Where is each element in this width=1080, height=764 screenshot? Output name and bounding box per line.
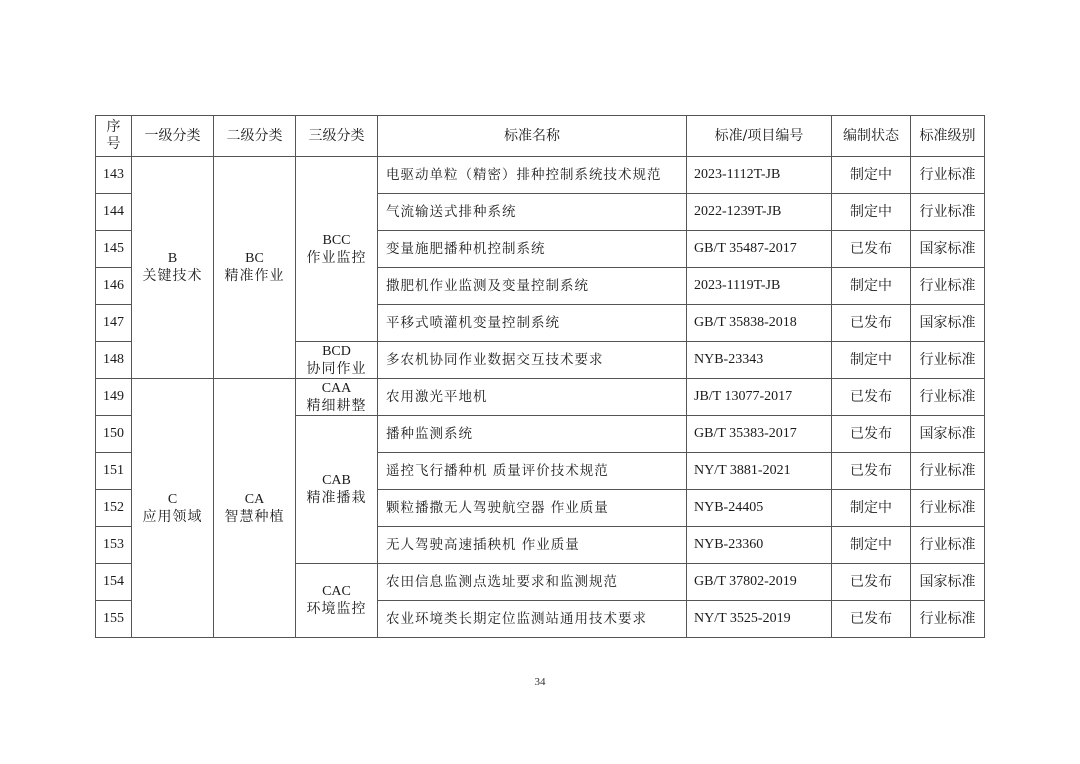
row-grade: 行业标准	[911, 157, 985, 194]
row-seq: 154	[96, 564, 132, 601]
row-status: 已发布	[832, 305, 911, 342]
table-header-row	[96, 116, 985, 157]
row-seq: 148	[96, 342, 132, 379]
row-code: NYB-23343	[687, 342, 832, 379]
row-name: 农田信息监测点选址要求和监测规范	[378, 564, 687, 601]
row-seq: 151	[96, 453, 132, 490]
row-status: 已发布	[832, 231, 911, 268]
category-level3-cac: CAC 环境监控	[296, 564, 378, 638]
row-name: 无人驾驶高速插秧机 作业质量	[378, 527, 687, 564]
header-seq: 序 号	[96, 116, 132, 157]
row-name: 颗粒播撒无人驾驶航空器 作业质量	[378, 490, 687, 527]
row-seq: 152	[96, 490, 132, 527]
category-level1-b: B 关键技术	[132, 157, 214, 379]
row-grade: 国家标准	[911, 564, 985, 601]
row-seq: 147	[96, 305, 132, 342]
row-code: NY/T 3525-2019	[687, 601, 832, 638]
row-seq: 145	[96, 231, 132, 268]
row-grade: 国家标准	[911, 231, 985, 268]
category-level3-cab: CAB 精准播栽	[296, 416, 378, 564]
row-code: JB/T 13077-2017	[687, 379, 832, 416]
row-seq: 153	[96, 527, 132, 564]
row-code: GB/T 37802-2019	[687, 564, 832, 601]
category-level1-c: C 应用领域	[132, 379, 214, 638]
row-name: 多农机协同作业数据交互技术要求	[378, 342, 687, 379]
row-name: 平移式喷灌机变量控制系统	[378, 305, 687, 342]
header-name: 标准名称	[378, 116, 687, 157]
row-seq: 143	[96, 157, 132, 194]
category-level3-bcd: BCD 协同作业	[296, 342, 378, 379]
row-grade: 行业标准	[911, 601, 985, 638]
row-seq: 149	[96, 379, 132, 416]
row-seq: 150	[96, 416, 132, 453]
category-level3-caa: CAA 精细耕整	[296, 379, 378, 416]
row-status: 已发布	[832, 416, 911, 453]
row-name: 遥控飞行播种机 质量评价技术规范	[378, 453, 687, 490]
table-row	[96, 157, 985, 194]
category-level3-bcc: BCC 作业监控	[296, 157, 378, 342]
row-status: 制定中	[832, 342, 911, 379]
row-code: NY/T 3881-2021	[687, 453, 832, 490]
header-grade: 标准级别	[911, 116, 985, 157]
row-status: 制定中	[832, 194, 911, 231]
row-grade: 行业标准	[911, 379, 985, 416]
row-code: 2023-1112T-JB	[687, 157, 832, 194]
header-level3: 三级分类	[296, 116, 378, 157]
category-level2-ca: CA 智慧种植	[214, 379, 296, 638]
row-name: 农业环境类长期定位监测站通用技术要求	[378, 601, 687, 638]
row-code: 2023-1119T-JB	[687, 268, 832, 305]
header-code: 标准/项目编号	[687, 116, 832, 157]
table-row	[96, 379, 985, 416]
header-level2: 二级分类	[214, 116, 296, 157]
row-seq: 144	[96, 194, 132, 231]
row-name: 撒肥机作业监测及变量控制系统	[378, 268, 687, 305]
row-code: GB/T 35838-2018	[687, 305, 832, 342]
row-name: 播种监测系统	[378, 416, 687, 453]
row-status: 制定中	[832, 527, 911, 564]
row-status: 制定中	[832, 490, 911, 527]
category-level2-bc: BC 精准作业	[214, 157, 296, 379]
page-number: 34	[534, 676, 546, 688]
header-status: 编制状态	[832, 116, 911, 157]
row-status: 已发布	[832, 453, 911, 490]
row-grade: 行业标准	[911, 342, 985, 379]
row-seq: 155	[96, 601, 132, 638]
row-grade: 行业标准	[911, 268, 985, 305]
row-code: NYB-24405	[687, 490, 832, 527]
row-grade: 行业标准	[911, 453, 985, 490]
row-grade: 行业标准	[911, 527, 985, 564]
row-status: 已发布	[832, 379, 911, 416]
row-name: 气流输送式排种系统	[378, 194, 687, 231]
row-status: 已发布	[832, 601, 911, 638]
row-seq: 146	[96, 268, 132, 305]
row-name: 农用激光平地机	[378, 379, 687, 416]
row-status: 已发布	[832, 564, 911, 601]
row-code: NYB-23360	[687, 527, 832, 564]
row-status: 制定中	[832, 157, 911, 194]
row-grade: 国家标准	[911, 416, 985, 453]
header-level1: 一级分类	[132, 116, 214, 157]
row-code: 2022-1239T-JB	[687, 194, 832, 231]
row-code: GB/T 35383-2017	[687, 416, 832, 453]
row-status: 制定中	[832, 268, 911, 305]
row-name: 电驱动单粒（精密）排种控制系统技术规范	[378, 157, 687, 194]
row-code: GB/T 35487-2017	[687, 231, 832, 268]
standards-table	[95, 115, 985, 638]
row-name: 变量施肥播种机控制系统	[378, 231, 687, 268]
row-grade: 行业标准	[911, 490, 985, 527]
row-grade: 行业标准	[911, 194, 985, 231]
row-grade: 国家标准	[911, 305, 985, 342]
